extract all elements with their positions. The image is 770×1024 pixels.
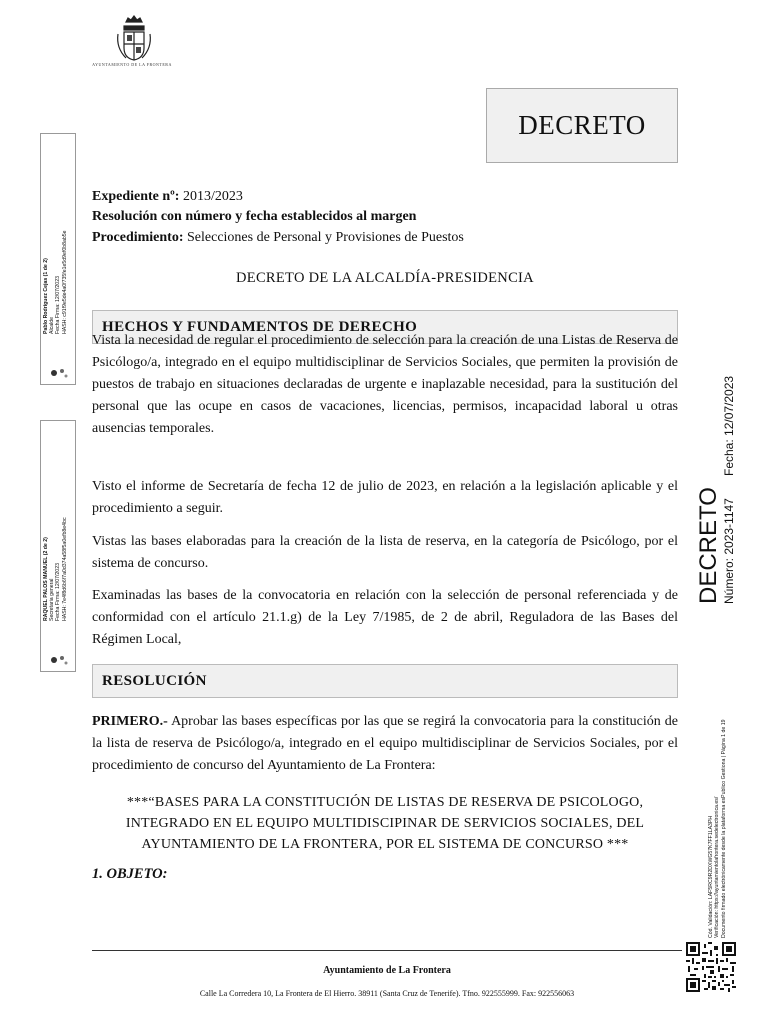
expediente-line: [92, 187, 243, 207]
signature-panel-2: [40, 420, 76, 672]
bases-title-line-3: AYUNTAMIENTO DE LA FRONTERA, POR EL SISTEMA DE CONCURSO ***: [141, 837, 629, 852]
resolucion-line: [92, 207, 416, 227]
primero-text: Aprobar las bases específicas por las que se regirá la convocatoria para la constitución de la lista de reserva de Psicólogo/a, integrado en el equipo multidisciplinar de Servicios Sociales, por el procedimiento de concurso del Ayuntamiento de La Frontera:: [92, 714, 678, 773]
signature-2-date: Fecha Firma: 12/07/2023: [55, 563, 62, 621]
signature-1-name: Pablo Rodríguez Cejas (1 de 2): [43, 258, 49, 334]
margin-cod-validacion: Cód. Validación: LAF5RC9R2DXWG57K7FF1LA3PH: [708, 815, 714, 938]
signature-1-date: Fecha Firma: 12/07/2023: [55, 276, 62, 334]
section-resolucion-heading: RESOLUCIÓN: [92, 664, 678, 698]
paragraph-4: Examinadas las bases de la convocatoria en relación con la selección de personal referenciada y de conformidad con el artículo 21.1.g) de la Ley 7/1985, de 2 de abril, Reguladora de las Bases del Régimen Local,: [92, 588, 678, 647]
procedimiento-label: Procedimiento:: [92, 230, 184, 245]
paragraph-3: Vistas las bases elaboradas para la creación de la lista de reserva, en la categoría de Psicólogo, por el sistema de concurso.: [92, 534, 678, 571]
margin-decreto-label: DECRETO: [695, 487, 722, 604]
signature-1-role: Alcalde: [49, 316, 56, 334]
footer-organization: Ayuntamiento de La Frontera: [323, 965, 451, 976]
municipal-crest-logo: [104, 14, 164, 78]
margin-fecha: Fecha: 12/07/2023: [722, 375, 736, 476]
bases-title-line-2: INTEGRADO EN EL EQUIPO MULTIDISCIPINAR DE SERVICIOS SOCIALES, DEL: [125, 816, 645, 831]
signature-1-text: [43, 230, 68, 334]
signature-2-seal-icon: [49, 653, 71, 667]
margin-verificacion: Verificación: https://ayuntamientolafrontera.sedelectronica.es/: [714, 796, 721, 938]
paragraph-2: Visto el informe de Secretaría de fecha 12 de julio de 2023, en relación a la legislación aplicable y el procedimiento a seguir.: [92, 479, 678, 516]
signature-1-seal-icon: [49, 366, 71, 380]
decreto-title-box: DECRETO: [486, 88, 678, 163]
signature-2-hash: HASH: 7e4f8d6b6f7a0d374a58f5a0efb8e4bc: [61, 517, 68, 621]
expediente-value: 2013/2023: [182, 189, 243, 204]
bases-title-line-1: ***“BASES PARA LA CONSTITUCIÓN DE LISTAS DE RESERVA DE PSICOLOGO,: [126, 795, 644, 810]
signature-1-hash: HASH: c91f9e5de4a0f735fe1e5d9ef0b8ab5e: [61, 230, 68, 334]
margin-documento: Documento firmado electrónicamente desde la plataforma esPublico Gestiona | Página 1 de 19: [720, 719, 727, 938]
footer-address: Calle La Corredera 10, La Frontera de El Hierro. 38911 (Santa Cruz de Tenerife). Tfno. 922555999. Fax: 922556063: [199, 989, 575, 998]
margin-validation-block: [708, 720, 727, 939]
bases-title: [92, 792, 678, 855]
signature-2-text: [43, 517, 68, 621]
procedimiento-line: [92, 228, 464, 248]
decree-heading: DECRETO DE LA ALCALDÍA-PRESIDENCIA: [236, 270, 534, 286]
paragraph-1: Vista la necesidad de regular el procedimiento de selección para la creación de una Listas de Reserva de Psicólogo/a, integrado en el equipo multidisciplinar de Servicios Sociales, que permiten la provisión de puestos de trabajo en situaciones declaradas de urgente e inaplazable necesidad, para la sustitución del personal que las ocupe en casos de vacaciones, licencias, permisos, incapacidad laboral u otras ausencias temporales.: [92, 333, 678, 436]
objeto-heading: 1. OBJETO:: [92, 866, 168, 882]
signature-2-role: Secretaria general: [49, 578, 56, 621]
procedimiento-value: Selecciones de Personal y Provisiones de Puestos: [187, 230, 464, 245]
margin-numero: Número: 2023-1147: [722, 498, 736, 604]
crest-caption: AYUNTAMIENTO DE LA FRONTERA: [92, 62, 172, 67]
footer-divider: [92, 950, 682, 951]
primero-label: PRIMERO.-: [92, 714, 168, 729]
resolucion-text: Resolución con número y fecha establecidos al margen: [92, 209, 417, 224]
signature-panel-1: [40, 133, 76, 385]
qr-code: [686, 942, 736, 992]
expediente-label: Expediente nº:: [92, 189, 180, 204]
primero-paragraph: [92, 711, 678, 777]
section-hechos-heading: HECHOS Y FUNDAMENTOS DE DERECHO: [92, 310, 678, 344]
signature-2-name: RAQUEL PALOS MANUEL (2 de 2): [43, 537, 49, 621]
